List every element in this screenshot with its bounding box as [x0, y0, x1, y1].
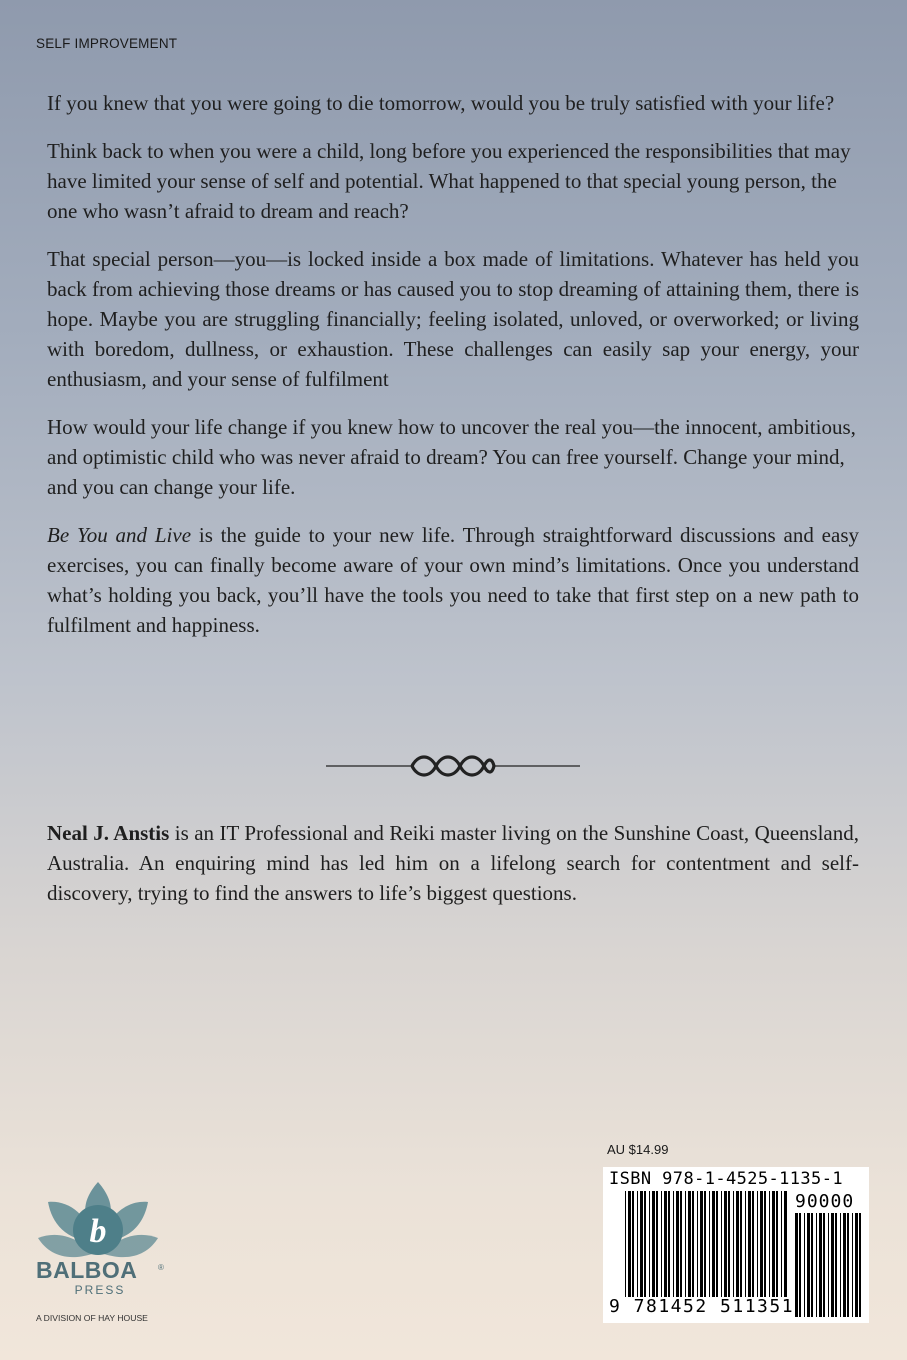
- barcode-bar: [828, 1213, 829, 1317]
- barcode-addon-digits: 90000: [795, 1191, 855, 1212]
- author-bio: [47, 818, 859, 908]
- author-name: Neal J. Anstis: [47, 821, 170, 845]
- barcode-bar: [748, 1191, 751, 1297]
- logo-letter: b: [89, 1213, 107, 1250]
- barcode-bar: [637, 1191, 638, 1297]
- author-bio-text: is an IT Professional and Reiki master living on the Sunshine Coast, Queensland, Australia. An enquiring mind has led him on a lifelong search for contentment and self-discovery, trying to find the answers to life’s biggest questions.: [47, 821, 859, 905]
- barcode-bar: [745, 1191, 746, 1297]
- barcode-bar: [769, 1191, 770, 1297]
- barcode-bar: [632, 1191, 634, 1297]
- barcode-bar: [697, 1191, 698, 1297]
- barcode-bar: [733, 1191, 734, 1297]
- blurb-paragraph-1: If you knew that you were going to die tomorrow, would you be truly satisfied with your life?: [47, 91, 835, 115]
- barcode-bar: [673, 1191, 674, 1297]
- publisher-sub: PRESS: [74, 1283, 126, 1297]
- barcode-bar: [855, 1213, 858, 1317]
- divider-ornament-icon: [326, 748, 580, 784]
- barcode-bar: [709, 1191, 710, 1297]
- barcode-bar: [676, 1191, 679, 1297]
- barcode-bar: [692, 1191, 694, 1297]
- barcode-bar: [776, 1191, 778, 1297]
- barcode-bar: [736, 1191, 739, 1297]
- barcode-bar: [700, 1191, 703, 1297]
- barcode-bar: [859, 1213, 861, 1317]
- barcode-bar: [760, 1191, 763, 1297]
- blurb-paragraph-5: [47, 520, 859, 640]
- barcode-bar: [772, 1191, 775, 1297]
- registered-mark: ®: [158, 1263, 164, 1272]
- barcode-bar: [764, 1191, 766, 1297]
- barcode-bar: [847, 1213, 849, 1317]
- barcode-bar: [656, 1191, 658, 1297]
- barcode-bar: [823, 1213, 825, 1317]
- barcode-bar: [831, 1213, 834, 1317]
- barcode-bar: [840, 1213, 841, 1317]
- barcode-bar: [740, 1191, 742, 1297]
- barcode-bar: [668, 1191, 670, 1297]
- barcode-bar: [728, 1191, 730, 1297]
- back-cover-blurb: [47, 88, 859, 658]
- barcode-bar: [799, 1213, 801, 1317]
- barcode-bar: [784, 1191, 787, 1297]
- barcode-bar: [724, 1191, 727, 1297]
- category-label: SELF IMPROVEMENT: [36, 36, 178, 51]
- book-title: Be You and Live: [47, 523, 192, 547]
- isbn-barcode: [603, 1167, 869, 1323]
- barcode-bar: [843, 1213, 846, 1317]
- balboa-press-logo: [36, 1180, 166, 1330]
- barcode-bar: [680, 1191, 682, 1297]
- barcode-bar: [819, 1213, 822, 1317]
- blurb-paragraph-5-text: is the guide to your new life. Through straightforward discussions and easy exercises, you can finally become aware of your own mind’s limitations. Once you understand what’s holding you back, you’ll have the tools you need to take that first step on a new path to fulfilment and happiness.: [47, 523, 859, 637]
- barcode-bar: [664, 1191, 667, 1297]
- barcode-bar: [644, 1191, 646, 1297]
- barcode-bar: [835, 1213, 837, 1317]
- barcode-bar: [752, 1191, 754, 1297]
- barcode-bar: [807, 1213, 810, 1317]
- barcode-digits: 9 781452 511351: [609, 1296, 795, 1317]
- barcode-bar: [816, 1213, 817, 1317]
- barcode-bar: [628, 1191, 631, 1297]
- barcode-bar: [640, 1191, 643, 1297]
- barcode-bar: [852, 1213, 853, 1317]
- barcode-bar: [716, 1191, 718, 1297]
- barcode-bar: [661, 1191, 662, 1297]
- publisher-name: BALBOA: [36, 1257, 138, 1283]
- price-label: AU $14.99: [607, 1142, 669, 1157]
- barcode-bar: [704, 1191, 706, 1297]
- barcode-bar: [625, 1191, 626, 1297]
- barcode-bar: [685, 1191, 686, 1297]
- barcode-bar: [781, 1191, 782, 1297]
- barcode-bar: [721, 1191, 722, 1297]
- blurb-paragraph-2: Think back to when you were a child, long before you experienced the responsibilities that may have limited your sense of self and potential. What happened to that special young person, the one who wasn’t afraid to dream and reach?: [47, 139, 851, 223]
- publisher-division: A DIVISION OF HAY HOUSE: [36, 1313, 148, 1323]
- isbn-text: ISBN 978-1-4525-1135-1: [609, 1169, 843, 1189]
- barcode-bar: [811, 1213, 813, 1317]
- barcode-bar: [795, 1213, 798, 1317]
- barcode-bar: [688, 1191, 691, 1297]
- barcode-bar: [712, 1191, 715, 1297]
- barcode-bar: [757, 1191, 758, 1297]
- barcode-bar: [649, 1191, 650, 1297]
- barcode-bar: [804, 1213, 805, 1317]
- blurb-paragraph-4: How would your life change if you knew how to uncover the real you—the innocent, ambitious, and optimistic child who was never afraid to dream? You can free yourself. Change your mind, and you can change your life.: [47, 415, 856, 499]
- barcode-bar: [652, 1191, 655, 1297]
- blurb-paragraph-3: That special person—you—is locked inside a box made of limitations. Whatever has held you back from achieving those dreams or has caused you to stop dreaming of attaining them, there is hope. Maybe you are struggling financially; feeling isolated, unloved, or overworked; or living with boredom, dullness, or exhaustion. These challenges can easily sap your energy, your enthusiasm, and your sense of fulfilment: [47, 247, 859, 391]
